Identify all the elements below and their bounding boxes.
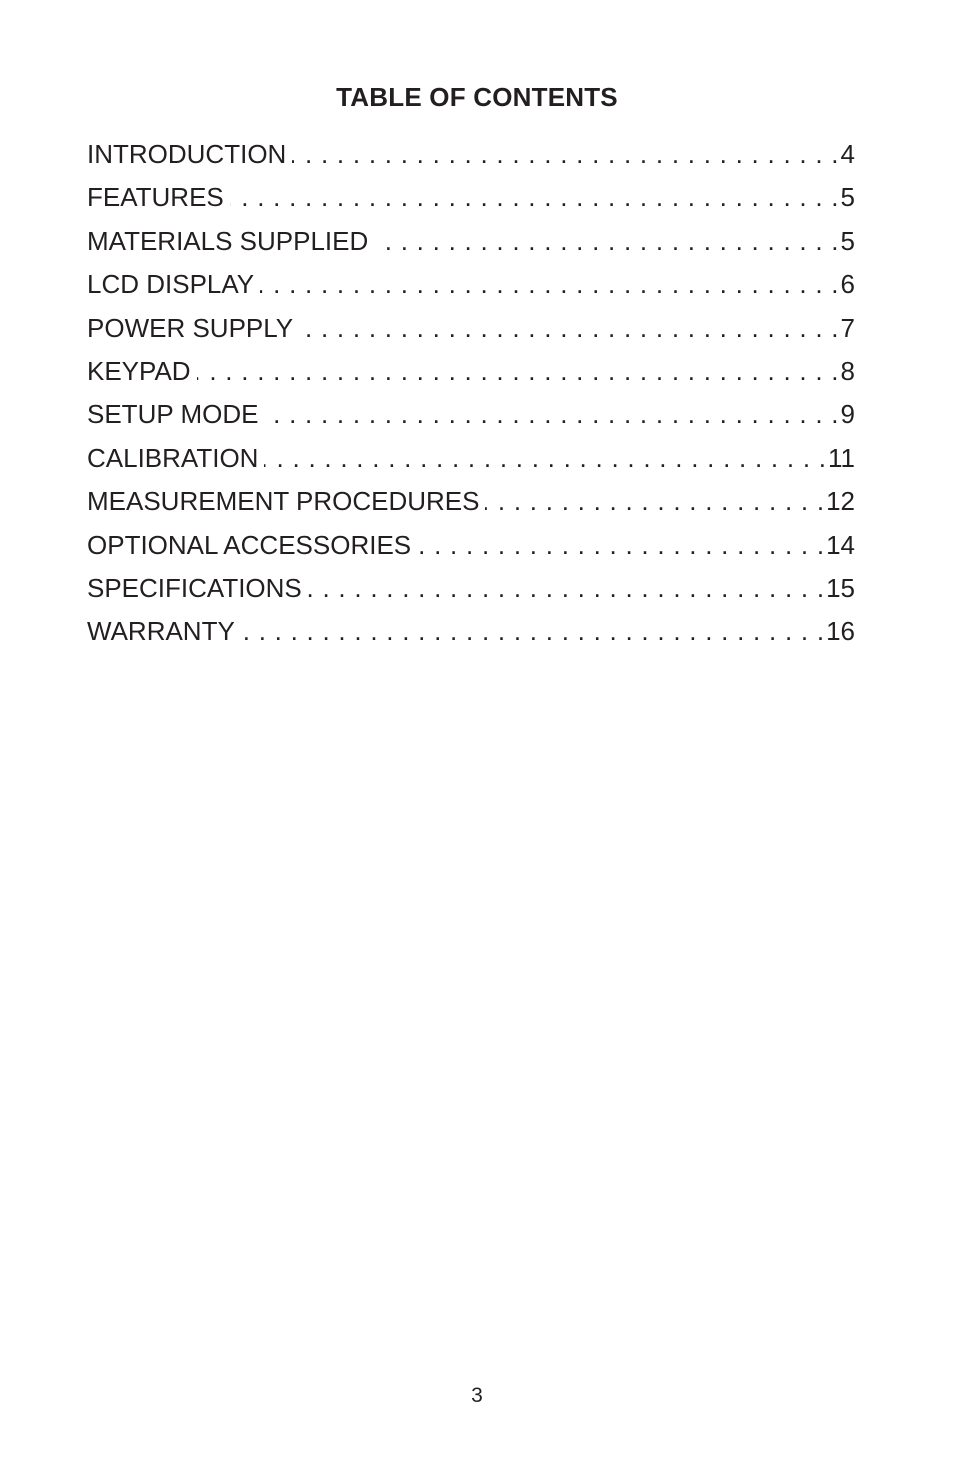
toc-entry-keypad[interactable] — [87, 354, 855, 397]
dot-leader — [292, 137, 838, 171]
toc-entry-introduction[interactable] — [87, 137, 855, 180]
toc-entry-specifications[interactable] — [87, 571, 855, 614]
toc-entry-lcd-display[interactable] — [87, 267, 855, 310]
page-title: TABLE OF CONTENTS — [336, 82, 618, 112]
toc-entry-page: 9 — [840, 399, 855, 430]
toc-entry-features[interactable] — [87, 180, 855, 223]
dot-leader — [197, 354, 839, 388]
toc-entry-label: MATERIALS SUPPLIED — [87, 225, 369, 256]
toc-entry-page: 16 — [826, 616, 855, 647]
toc-entry-warranty[interactable] — [87, 614, 855, 657]
toc-entry-page: 5 — [840, 182, 855, 213]
toc-list — [87, 137, 855, 658]
toc-entry-power-supply[interactable] — [87, 311, 855, 354]
toc-entry-measurement-procedures[interactable] — [87, 484, 855, 527]
dot-leader — [260, 267, 838, 301]
toc-entry-label: FEATURES — [87, 182, 224, 213]
dot-leader — [264, 397, 838, 431]
dot-leader — [485, 484, 824, 518]
toc-entry-page: 14 — [826, 529, 855, 560]
toc-entry-label: WARRANTY — [87, 616, 235, 647]
toc-entry-label: LCD DISPLAY — [87, 269, 255, 300]
dot-leader — [374, 224, 838, 258]
toc-entry-label: POWER SUPPLY — [87, 312, 294, 343]
toc-entry-label: CALIBRATION — [87, 442, 259, 473]
toc-entry-materials-supplied[interactable] — [87, 224, 855, 267]
toc-entry-page: 7 — [840, 312, 855, 343]
dot-leader — [299, 311, 838, 345]
toc-entry-page: 4 — [840, 139, 855, 169]
toc-entry-page: 12 — [826, 486, 855, 517]
toc-entry-label: INTRODUCTION — [87, 139, 287, 169]
toc-entry-optional-accessories[interactable] — [87, 528, 855, 571]
toc-entry-setup-mode[interactable] — [87, 397, 855, 440]
toc-entry-label: SPECIFICATIONS — [87, 572, 302, 603]
dot-leader — [230, 180, 839, 214]
dot-leader — [264, 441, 826, 475]
toc-entry-page: 11 — [828, 442, 855, 473]
toc-entry-calibration[interactable] — [87, 441, 855, 484]
page-number: 3 — [471, 1384, 483, 1407]
toc-entry-page: 5 — [840, 225, 855, 256]
toc-entry-label: MEASUREMENT PROCEDURES — [87, 486, 480, 517]
toc-entry-label: OPTIONAL ACCESSORIES — [87, 529, 412, 560]
toc-entry-page: 6 — [840, 269, 855, 300]
toc-entry-label: SETUP MODE — [87, 399, 259, 430]
toc-entry-page: 8 — [840, 355, 855, 386]
dot-leader — [417, 528, 824, 562]
toc-entry-label: KEYPAD — [87, 355, 191, 386]
toc-entry-page: 15 — [826, 572, 855, 603]
dot-leader — [308, 571, 824, 605]
dot-leader — [241, 614, 824, 648]
